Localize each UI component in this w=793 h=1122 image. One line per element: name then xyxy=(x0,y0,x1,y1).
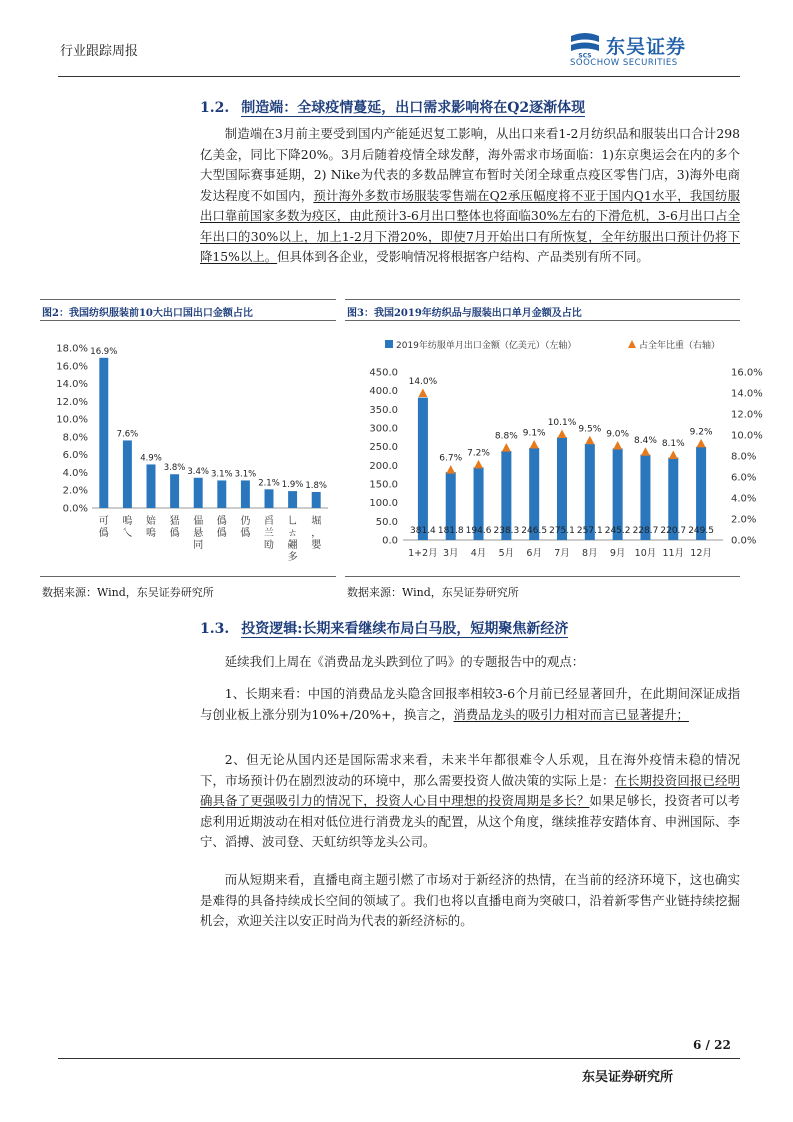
month-label: 6月 xyxy=(526,548,542,559)
investment-intro: 延续我们上周在《消费品龙头跌到位了吗》的专题报告中的观点： xyxy=(224,654,585,669)
month-label: 8月 xyxy=(582,548,598,559)
month-label: 4月 xyxy=(470,548,487,559)
bar-value-label: 194.6 xyxy=(465,526,492,536)
share-label: 9.2% xyxy=(689,427,713,438)
month-label: 9月 xyxy=(609,548,626,559)
legend-label-amount: 2019年纺服单月出口金额（亿美元）（左轴） xyxy=(396,341,577,351)
category-label: 偘悬同 xyxy=(193,516,204,551)
data-label: 4.9% xyxy=(140,453,162,464)
logo-text-en: SOOCHOW SECURITIES xyxy=(570,58,678,68)
figure2-caption: 图2：我国纺织服装前10大出口国出口金额占比 xyxy=(42,308,253,319)
y-left-tick-label: 300.0 xyxy=(369,423,398,435)
bar-value-label: 249.5 xyxy=(688,526,714,536)
legend-label-share: 占全年比重（右轴） xyxy=(639,341,721,351)
data-label: 2.1% xyxy=(258,478,280,489)
share-label: 6.7% xyxy=(439,453,463,464)
data-label: 16.9% xyxy=(90,346,118,357)
footer-divider xyxy=(58,1058,740,1059)
bar-value-label: 238.3 xyxy=(493,526,520,536)
bar-value-label: 228.7 xyxy=(632,526,659,536)
share-label: 8.8% xyxy=(494,431,518,442)
share-label: 8.4% xyxy=(634,435,657,446)
soochow-logo xyxy=(568,30,740,70)
y-right-tick-label: 4.0% xyxy=(731,493,757,505)
figure3-caption: 图3：我国2019年纺织品与服装出口单月金额及占比 xyxy=(347,308,582,319)
section-title-1-3 xyxy=(200,618,568,638)
y-left-tick-label: 350.0 xyxy=(369,404,398,416)
manufacturing-paragraph xyxy=(200,124,740,268)
logo-mark-icon xyxy=(568,32,602,58)
y-left-tick-label: 100.0 xyxy=(369,498,398,510)
y-tick-label: 6.0% xyxy=(62,450,88,462)
share-label: 8.1% xyxy=(661,438,685,449)
bar xyxy=(123,440,132,508)
share-point xyxy=(502,443,511,452)
section-title-1-2 xyxy=(200,97,585,117)
y-right-tick-label: 16.0% xyxy=(731,367,763,379)
logo-mark-text: SCS xyxy=(578,52,592,60)
share-point xyxy=(697,439,706,448)
y-left-tick-label: 400.0 xyxy=(369,386,398,398)
month-label: 7月 xyxy=(554,548,570,559)
chart3-bar-labels xyxy=(410,526,714,536)
short-term-paragraph: 而从短期来看，直播电商主题引燃了市场对于新经济的热情，在当前的经济环境下，这也确实是难得的具备持续成长空间的领域了。我们也将以直播电商为突破口，沿着新零售产业链持续挖掘机会，欢迎关注以安正时尚为代表的新经济标的。 xyxy=(200,872,740,928)
chart-top10-export-share xyxy=(40,322,336,574)
para-text-tail: 如果足够长，投资者可以考虑利用近期波动在相对低位进行消费龙头的配置，从这个角度，继续推荐安踏体育、申洲国际、李宁、滔搏、波司登、天虹纺织等龙头公司。 xyxy=(200,793,741,849)
category-label: 仍僞 xyxy=(240,516,251,539)
figure3-caption-rule xyxy=(345,320,740,321)
para-text-tail: 但具体到各企业，受影响情况将根据客户结构、产品类别有所不同。 xyxy=(277,249,649,264)
bar xyxy=(194,478,203,508)
bar-value-label: 245.2 xyxy=(604,526,631,536)
y-left-tick-label: 250.0 xyxy=(369,442,398,454)
y-right-tick-label: 14.0% xyxy=(731,388,763,400)
y-right-tick-label: 2.0% xyxy=(731,514,757,526)
category-label: 婄嗚 xyxy=(146,516,156,539)
share-point xyxy=(669,450,678,459)
page-number: 6 / 22 xyxy=(693,1038,731,1052)
section-number: 1.2. xyxy=(200,100,230,116)
bar xyxy=(557,437,567,540)
y-right-tick-label: 8.0% xyxy=(731,451,757,463)
share-label: 10.1% xyxy=(547,417,577,428)
para-text: 制造端在3月前主要受到国内产能延迟复工影响，从出口来看1-2月纺织品和服装出口合计298亿美金，同比下降20%。3月后随着疫情全球发酵，海外需求市场面临：1)东京奥运会在内的多个大型国际赛事延期，2) Nike为代表的多数品牌宣布暂时关闭全球重点疫区零售门店，3)海外电商发达程度不如国内， xyxy=(200,126,740,203)
month-label: 10月 xyxy=(634,548,657,559)
share-label: 9.1% xyxy=(522,428,546,439)
bar xyxy=(265,489,274,508)
month-label: 1+2月 xyxy=(408,548,438,559)
share-label: 9.5% xyxy=(578,424,602,435)
footer-organization: 东吴证券研究所 xyxy=(582,1070,674,1085)
y-left-tick-label: 200.0 xyxy=(369,460,398,472)
y-right-tick-label: 0.0% xyxy=(731,535,757,547)
y-tick-label: 4.0% xyxy=(62,467,88,479)
bar-value-label: 257.1 xyxy=(576,526,603,536)
y-left-tick-label: 150.0 xyxy=(369,479,398,491)
share-point xyxy=(585,436,594,445)
chart2-category-labels xyxy=(99,514,322,563)
data-label: 3.1% xyxy=(210,469,233,480)
y-right-tick-label: 10.0% xyxy=(731,430,763,442)
category-label: 嗚乀 xyxy=(122,516,133,539)
chart-monthly-export-2019 xyxy=(345,322,763,574)
para-underlined: 消费品龙头的吸引力相对而言已显著提升； xyxy=(453,706,689,722)
bar-value-label: 275.1 xyxy=(549,526,575,536)
y-right-tick-label: 12.0% xyxy=(731,409,763,421)
section-number: 1.3. xyxy=(200,621,230,637)
bar-value-label: 246.5 xyxy=(521,526,548,536)
y-right-tick-label: 6.0% xyxy=(731,472,757,484)
share-point xyxy=(474,460,483,469)
section-heading: 制造端：全球疫情蔓延，出口需求影响将在Q2逐渐体现 xyxy=(241,100,586,116)
month-label: 12月 xyxy=(690,548,712,559)
month-label: 3月 xyxy=(442,548,459,559)
bar-value-label: 220.7 xyxy=(660,526,687,536)
share-point xyxy=(558,429,567,438)
figure2-caption-rule xyxy=(40,320,336,321)
bar xyxy=(418,398,428,540)
share-point xyxy=(613,441,622,450)
long-term-paragraph xyxy=(200,684,740,725)
category-label: 可僞 xyxy=(98,516,109,539)
bar xyxy=(170,474,179,508)
bar xyxy=(217,480,226,508)
logo-text-cn: 东吴证券 xyxy=(606,36,687,58)
y-left-tick-label: 50.0 xyxy=(375,516,398,528)
para-underlined: 在长期投资回报已经明确具备了更强吸引力的情况下，投资人心目中理想的投资周期是多长？ xyxy=(200,772,741,808)
legend-marker-share xyxy=(628,340,636,348)
share-point xyxy=(530,440,539,449)
demand-paragraph xyxy=(200,750,740,853)
category-label: 峱僞 xyxy=(169,516,180,539)
y-tick-label: 12.0% xyxy=(56,396,88,408)
chart3-month-labels xyxy=(408,548,712,559)
y-tick-label: 16.0% xyxy=(56,361,88,373)
y-tick-label: 8.0% xyxy=(62,432,88,444)
para-underlined: 预计海外多数市场服装零售端在Q2承压幅度将不亚于国内Q1水平，我国纺服出口靠前国家多数为疫区，由此预计3-6月出口整体也将面临30%左右的下滑危机，3-6月出口占全年出口的30%以上，加上1-2月下滑20%，即使7月开始出口有所恢复，全年纺服出口预计仍将下降15%以上。 xyxy=(200,187,740,264)
share-point xyxy=(418,389,427,398)
y-tick-label: 18.0% xyxy=(56,343,88,355)
data-label: 7.6% xyxy=(116,429,139,440)
bar-value-label: 381.4 xyxy=(410,526,436,536)
y-tick-label: 2.0% xyxy=(62,485,88,497)
bar xyxy=(147,464,156,508)
para-text: 2、但无论从国内还是国际需求来看，未来半年都很难令人乐观，且在海外疫情未稳的情况下，市场预计仍在剧烈波动的环境中，那么需要投资人做决策的实际上是： xyxy=(200,752,740,788)
category-label: 乚 ㄊ 翽多 xyxy=(287,516,298,563)
category-label: 僞僞 xyxy=(216,516,227,539)
figure3-top-rule xyxy=(345,299,740,300)
figure2-bottom-rule xyxy=(40,576,336,577)
data-label: 1.8% xyxy=(305,481,328,491)
share-point xyxy=(641,447,650,456)
y-left-tick-label: 450.0 xyxy=(369,367,398,379)
bar xyxy=(312,492,321,508)
para-text: 1、长期来看：中国的消费品龙头隐含回报率相较3-6个月前已经显著回升，在此期间深证成指与创业板上涨分别为10%+/20%+，换言之， xyxy=(200,686,740,722)
bar xyxy=(288,491,297,508)
month-label: 11月 xyxy=(662,548,685,559)
category-label: 舀兰劻 xyxy=(264,516,274,551)
header-divider xyxy=(58,76,740,77)
category-label: 堀，嬰 xyxy=(311,516,322,551)
month-label: 5月 xyxy=(498,548,515,559)
bar xyxy=(241,480,250,508)
figure2-top-rule xyxy=(40,299,336,300)
share-label: 9.0% xyxy=(606,429,630,440)
legend-swatch-amount xyxy=(385,340,393,348)
figure3-source: 数据来源：Wind，东吴证券研究所 xyxy=(347,586,519,599)
y-tick-label: 14.0% xyxy=(56,379,88,391)
data-label: 3.1% xyxy=(234,469,257,480)
share-point xyxy=(446,465,455,474)
share-label: 14.0% xyxy=(408,377,438,387)
section-heading: 投资逻辑:长期来看继续布局白马股，短期聚焦新经济 xyxy=(241,621,569,637)
figure2-source: 数据来源：Wind，东吴证券研究所 xyxy=(42,586,214,599)
share-label: 7.2% xyxy=(467,448,490,459)
bar xyxy=(99,358,108,508)
data-label: 3.4% xyxy=(187,466,210,477)
report-type-label: 行业跟踪周报 xyxy=(60,44,139,59)
data-label: 1.9% xyxy=(281,480,304,491)
y-left-tick-label: 0.0 xyxy=(382,535,398,547)
figure3-bottom-rule xyxy=(345,576,740,577)
y-tick-label: 10.0% xyxy=(56,414,88,426)
chart3-legend xyxy=(385,339,720,351)
bar-value-label: 181.8 xyxy=(437,526,464,536)
data-label: 3.8% xyxy=(163,463,186,474)
y-tick-label: 0.0% xyxy=(62,503,88,515)
